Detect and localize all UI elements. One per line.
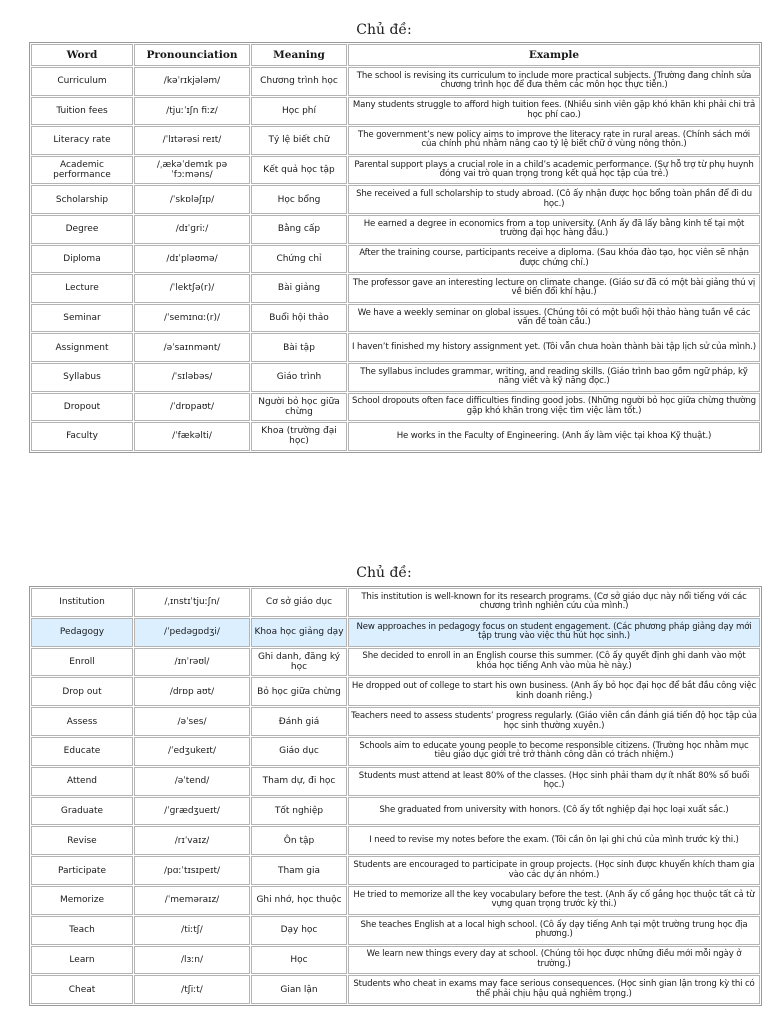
meaning-cell: Gian lận xyxy=(251,975,347,1004)
table-row xyxy=(31,946,760,975)
word-cell: Educate xyxy=(31,737,133,766)
example-cell: He works in the Faculty of Engineering. (Anh ấy làm việc tại khoa Kỹ thuật.) xyxy=(348,422,760,451)
word-cell: Learn xyxy=(31,946,133,975)
pronunciation-cell: /dɪˈpləʊmə/ xyxy=(134,245,250,274)
meaning-cell: Dạy học xyxy=(251,916,347,945)
header-pronunciation: Pronounciation xyxy=(134,44,250,66)
pronunciation-cell: /ˌɪnstɪˈtjuːʃn/ xyxy=(134,588,250,617)
word-cell: Attend xyxy=(31,767,133,796)
table-row xyxy=(31,648,760,677)
table-row xyxy=(31,618,760,647)
example-cell: The school is revising its curriculum to include more practical subjects. (Trường đang chỉnh sửa chương trình học để đưa thêm các môn học thực tiễn.) xyxy=(348,67,760,96)
word-cell: Diploma xyxy=(31,245,133,274)
table-row xyxy=(31,185,760,214)
meaning-cell: Ghi nhớ, học thuộc xyxy=(251,886,347,915)
meaning-cell: Học xyxy=(251,946,347,975)
meaning-cell: Giáo dục xyxy=(251,737,347,766)
meaning-cell: Ghi danh, đăng ký học xyxy=(251,648,347,677)
example-cell: She teaches English at a local high school. (Cô ấy dạy tiếng Anh tại một trường trung học địa phương.) xyxy=(348,916,760,945)
example-cell: He earned a degree in economics from a top university. (Anh ấy đã lấy bằng kinh tế tại một trường đại học hàng đầu.) xyxy=(348,215,760,244)
pronunciation-cell: /ˈsemɪnɑː(r)/ xyxy=(134,304,250,333)
pronunciation-cell: /dɪˈɡriː/ xyxy=(134,215,250,244)
word-cell: Tuition fees xyxy=(31,97,133,126)
table-row xyxy=(31,677,760,706)
meaning-cell: Khoa (trường đại học) xyxy=(251,422,347,451)
table-row xyxy=(31,886,760,915)
meaning-cell: Cơ sở giáo dục xyxy=(251,588,347,617)
meaning-cell: Đánh giá xyxy=(251,707,347,736)
table-row xyxy=(31,767,760,796)
example-cell: Many students struggle to afford high tuition fees. (Nhiều sinh viên gặp khó khăn khi phải chi trả học phí cao.) xyxy=(348,97,760,126)
pronunciation-cell: /pɑːˈtɪsɪpeɪt/ xyxy=(134,856,250,885)
example-cell: New approaches in pedagogy focus on student engagement. (Các phương pháp giảng dạy mới tập trung vào việc thu hút học sinh.) xyxy=(348,618,760,647)
example-cell: I need to revise my notes before the exam. (Tôi cần ôn lại ghi chú của mình trước kỳ thi.) xyxy=(348,826,760,855)
example-cell: School dropouts often face difficulties finding good jobs. (Những người bỏ học giữa chừng thường gặp khó khăn trong việc tìm việc làm tốt.) xyxy=(348,393,760,422)
meaning-cell: Kết quả học tập xyxy=(251,156,347,185)
word-cell: Dropout xyxy=(31,393,133,422)
meaning-cell: Buổi hội thảo xyxy=(251,304,347,333)
table-header-row xyxy=(31,44,760,66)
meaning-cell: Học phí xyxy=(251,97,347,126)
word-cell: Institution xyxy=(31,588,133,617)
meaning-cell: Tốt nghiệp xyxy=(251,797,347,826)
word-cell: Participate xyxy=(31,856,133,885)
word-cell: Memorize xyxy=(31,886,133,915)
example-cell: He dropped out of college to start his own business. (Anh ấy bỏ học đại học để bắt đầu công việc kinh doanh riêng.) xyxy=(348,677,760,706)
pronunciation-cell: /ˈlɪtərəsi reɪt/ xyxy=(134,126,250,155)
example-cell: Parental support plays a crucial role in a child’s academic performance. (Sự hỗ trợ từ phụ huynh đóng vai trò quan trọng trong kết quả học tập của trẻ.) xyxy=(348,156,760,185)
table-row xyxy=(31,393,760,422)
example-cell: The syllabus includes grammar, writing, and reading skills. (Giáo trình bao gồm ngữ pháp, kỹ năng viết và kỹ năng đọc.) xyxy=(348,363,760,392)
pronunciation-cell: /tjuːˈɪʃn fiːz/ xyxy=(134,97,250,126)
table-row xyxy=(31,797,760,826)
table-row xyxy=(31,67,760,96)
example-cell: She decided to enroll in an English course this summer. (Cô ấy quyết định ghi danh vào một khóa học tiếng Anh vào mùa hè này.) xyxy=(348,648,760,677)
example-cell: I haven’t finished my history assignment yet. (Tôi vẫn chưa hoàn thành bài tập lịch sử của mình.) xyxy=(348,333,760,362)
meaning-cell: Bài tập xyxy=(251,333,347,362)
word-cell: Drop out xyxy=(31,677,133,706)
example-cell: Students who cheat in exams may face serious consequences. (Học sinh gian lận trong kỳ thi có thể phải chịu hậu quả nghiêm trọng.) xyxy=(348,975,760,1004)
pronunciation-cell: /əˈsaɪnmənt/ xyxy=(134,333,250,362)
example-cell: Students must attend at least 80% of the classes. (Học sinh phải tham dự ít nhất 80% số buổi học.) xyxy=(348,767,760,796)
example-cell: Schools aim to educate young people to become responsible citizens. (Trường học nhằm mục tiêu giáo dục giới trẻ trở thành công dân có trách nhiệm.) xyxy=(348,737,760,766)
table-row xyxy=(31,422,760,451)
header-word: Word xyxy=(31,44,133,66)
word-cell: Pedagogy xyxy=(31,618,133,647)
meaning-cell: Học bổng xyxy=(251,185,347,214)
word-cell: Seminar xyxy=(31,304,133,333)
meaning-cell: Giáo trình xyxy=(251,363,347,392)
pronunciation-cell: /ˈedʒukeɪt/ xyxy=(134,737,250,766)
table-row xyxy=(31,588,760,617)
example-cell: The government’s new policy aims to improve the literacy rate in rural areas. (Chính sách mới của chính phủ nhằm nâng cao tỷ lệ biết chữ ở vùng nông thôn.) xyxy=(348,126,760,155)
meaning-cell: Chương trình học xyxy=(251,67,347,96)
word-cell: Scholarship xyxy=(31,185,133,214)
example-cell: This institution is well-known for its research programs. (Cơ sở giáo dục này nổi tiếng với các chương trình nghiên cứu của mình.) xyxy=(348,588,760,617)
example-cell: We have a weekly seminar on global issues. (Chúng tôi có một buổi hội thảo hàng tuần về các vấn đề toàn cầu.) xyxy=(348,304,760,333)
pronunciation-cell: /əˈses/ xyxy=(134,707,250,736)
example-cell: We learn new things every day at school. (Chúng tôi học được những điều mới mỗi ngày ở trường.) xyxy=(348,946,760,975)
meaning-cell: Khoa học giảng dạy xyxy=(251,618,347,647)
word-cell: Degree xyxy=(31,215,133,244)
example-cell: The professor gave an interesting lecture on climate change. (Giáo sư đã có một bài giảng thú vị về biến đổi khí hậu.) xyxy=(348,274,760,303)
word-cell: Cheat xyxy=(31,975,133,1004)
meaning-cell: Tham gia xyxy=(251,856,347,885)
word-cell: Literacy rate xyxy=(31,126,133,155)
pronunciation-cell: /ˈdrɒpaʊt/ xyxy=(134,393,250,422)
pronunciation-cell: /ˌækəˈdemɪk pəˈfɔːməns/ xyxy=(134,156,250,185)
table-row xyxy=(31,826,760,855)
word-cell: Teach xyxy=(31,916,133,945)
table-row xyxy=(31,215,760,244)
word-cell: Assess xyxy=(31,707,133,736)
example-cell: She received a full scholarship to study abroad. (Cô ấy nhận được học bổng toàn phần để đi du học.) xyxy=(348,185,760,214)
example-cell: After the training course, participants receive a diploma. (Sau khóa đào tạo, học viên sẽ nhận được chứng chỉ.) xyxy=(348,245,760,274)
pronunciation-cell: /əˈtend/ xyxy=(134,767,250,796)
meaning-cell: Chứng chỉ xyxy=(251,245,347,274)
table-row xyxy=(31,856,760,885)
table-row xyxy=(31,156,760,185)
word-cell: Enroll xyxy=(31,648,133,677)
word-cell: Assignment xyxy=(31,333,133,362)
table-row xyxy=(31,975,760,1004)
vocabulary-table xyxy=(29,586,762,1006)
table-row xyxy=(31,304,760,333)
pronunciation-cell: /ˈɡrædʒueɪt/ xyxy=(134,797,250,826)
pronunciation-cell: /rɪˈvaɪz/ xyxy=(134,826,250,855)
meaning-cell: Bài giảng xyxy=(251,274,347,303)
table-row xyxy=(31,363,760,392)
header-example: Example xyxy=(348,44,760,66)
word-cell: Syllabus xyxy=(31,363,133,392)
example-cell: Teachers need to assess students’ progress regularly. (Giáo viên cần đánh giá tiến độ học tập của học sinh thường xuyên.) xyxy=(348,707,760,736)
pronunciation-cell: /tʃiːt/ xyxy=(134,975,250,1004)
table-row xyxy=(31,737,760,766)
pronunciation-cell: /lɜːn/ xyxy=(134,946,250,975)
pronunciation-cell: /ˈpedəɡɒdʒi/ xyxy=(134,618,250,647)
word-cell: Curriculum xyxy=(31,67,133,96)
table-row xyxy=(31,97,760,126)
meaning-cell: Tham dự, đi học xyxy=(251,767,347,796)
meaning-cell: Bỏ học giữa chừng xyxy=(251,677,347,706)
table-row xyxy=(31,707,760,736)
example-cell: Students are encouraged to participate in group projects. (Học sinh được khuyến khích tham gia vào các dự án nhóm.) xyxy=(348,856,760,885)
pronunciation-cell: /ˈskɒləʃɪp/ xyxy=(134,185,250,214)
example-cell: She graduated from university with honors. (Cô ấy tốt nghiệp đại học loại xuất sắc.) xyxy=(348,797,760,826)
meaning-cell: Ôn tập xyxy=(251,826,347,855)
meaning-cell: Tỷ lệ biết chữ xyxy=(251,126,347,155)
table-row xyxy=(31,274,760,303)
table-row xyxy=(31,126,760,155)
table-row xyxy=(31,333,760,362)
pronunciation-cell: /kəˈrɪkjələm/ xyxy=(134,67,250,96)
table-row xyxy=(31,245,760,274)
table-row xyxy=(31,916,760,945)
word-cell: Graduate xyxy=(31,797,133,826)
word-cell: Faculty xyxy=(31,422,133,451)
pronunciation-cell: /ˈmeməraɪz/ xyxy=(134,886,250,915)
pronunciation-cell: /ˈfækəlti/ xyxy=(134,422,250,451)
header-meaning: Meaning xyxy=(251,44,347,66)
word-cell: Revise xyxy=(31,826,133,855)
word-cell: Academic performance xyxy=(31,156,133,185)
example-cell: He tried to memorize all the key vocabulary before the test. (Anh ấy cố gắng học thuộc tất cả từ vựng quan trọng trước kỳ thi.) xyxy=(348,886,760,915)
vocabulary-table xyxy=(29,42,762,453)
pronunciation-cell: /ˈsɪləbəs/ xyxy=(134,363,250,392)
pronunciation-cell: /tiːtʃ/ xyxy=(134,916,250,945)
word-cell: Lecture xyxy=(31,274,133,303)
section-title: Chủ đề: xyxy=(356,565,412,581)
section-title: Chủ đề: xyxy=(356,22,412,38)
meaning-cell: Bằng cấp xyxy=(251,215,347,244)
pronunciation-cell: /ˈlektʃə(r)/ xyxy=(134,274,250,303)
pronunciation-cell: /ɪnˈrəʊl/ xyxy=(134,648,250,677)
meaning-cell: Người bỏ học giữa chừng xyxy=(251,393,347,422)
pronunciation-cell: /drɒp aʊt/ xyxy=(134,677,250,706)
